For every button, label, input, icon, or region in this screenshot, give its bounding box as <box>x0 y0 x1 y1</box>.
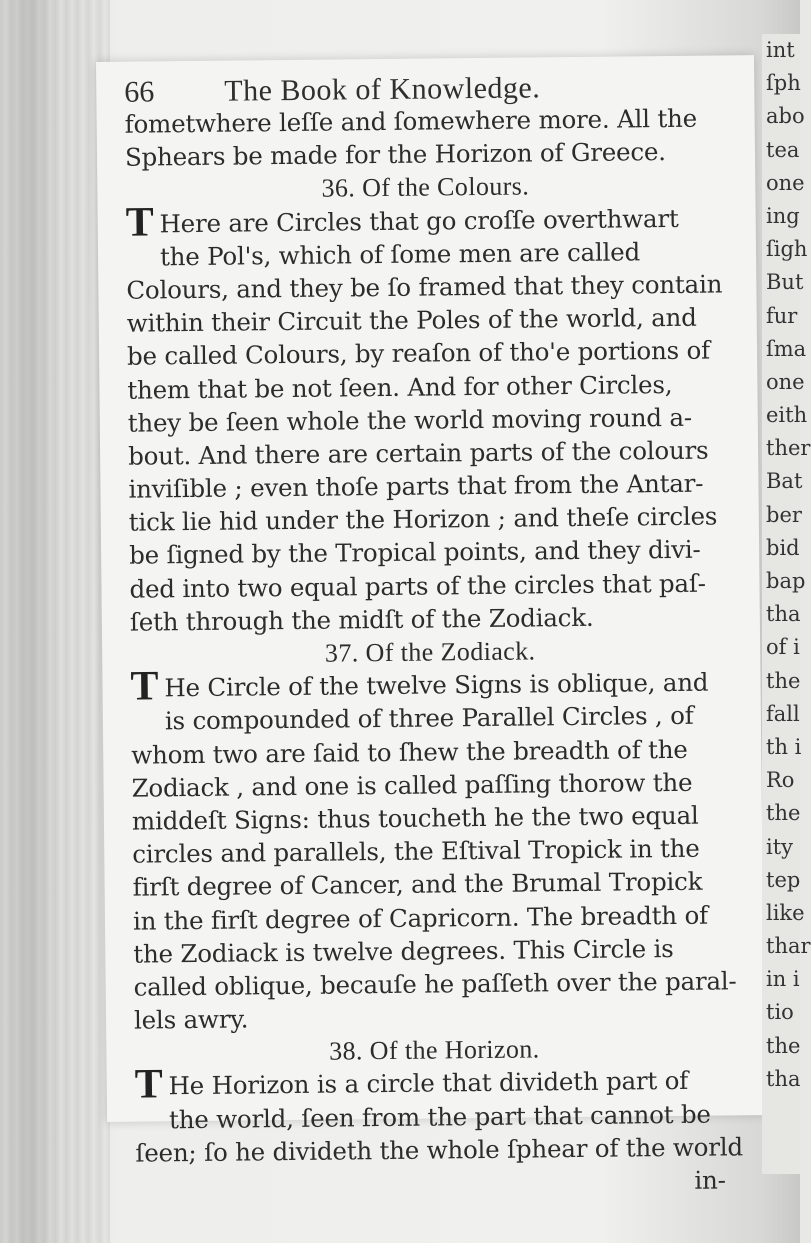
facing-fragment: tha <box>766 1066 801 1091</box>
line-text: they be ſeen whole the world moving round a- <box>127 402 693 438</box>
facing-fragment: tha <box>766 602 801 627</box>
line-text: ſeen; ſo he divideth the whole ſphear of the world <box>135 1132 744 1168</box>
page-text <box>124 69 744 1202</box>
line-text: whom two are ſaid to ſhew the breadth of the <box>131 734 688 770</box>
line-text: bout. And there are certain parts of the colours <box>127 435 709 471</box>
line-text: Sphears be made for the Horizon of Greece. <box>124 137 666 172</box>
facing-fragment: int <box>766 38 795 62</box>
text-lines <box>124 101 744 1202</box>
line-text: 37. Of the Zodiack. <box>324 636 536 668</box>
line-text: within their Circuit the Poles of the world, and <box>126 302 697 338</box>
facing-fragment: ſph <box>766 71 801 96</box>
facing-fragment: like <box>766 900 805 925</box>
line-text: in- <box>694 1165 726 1195</box>
text-line <box>125 135 725 174</box>
facing-fragment: abo <box>766 104 805 129</box>
text-line <box>132 865 732 904</box>
facing-fragment: ther <box>766 436 811 461</box>
facing-fragment: tep <box>766 867 801 892</box>
line-text: He Horizon is a circle that divideth part of <box>168 1066 689 1101</box>
facing-fragment: in i <box>766 967 800 992</box>
facing-fragment: ſma <box>766 336 807 361</box>
line-text: Here are Circles that go croſſe overthwart <box>159 203 679 238</box>
facing-fragment: one <box>766 170 805 195</box>
line-text: 38. Of the Horizon. <box>328 1034 540 1066</box>
text-line <box>135 1130 744 1169</box>
facing-fragment: the <box>766 1033 801 1058</box>
facing-fragment: thar <box>766 934 811 959</box>
facing-fragment: tio <box>766 1000 794 1025</box>
line-text: the Zodiack is twelve degrees. This Circle is <box>133 933 674 969</box>
line-text: them that be not ſeen. And for other Circles, <box>127 369 673 405</box>
line-text: in the firſt degree of Capricorn. The breadth of <box>132 900 709 936</box>
facing-fragment: of i <box>766 635 800 660</box>
line-text: 36. Of the Colours. <box>321 171 530 204</box>
line-text: be ſigned by the Tropical points, and they divi- <box>129 535 701 571</box>
facing-fragment: Bat <box>766 469 803 494</box>
binding-shadow <box>0 0 110 1243</box>
line-text: ſeth through the midſt of the Zodiack. <box>129 602 594 637</box>
line-text: circles and parallels, the Eſtival Tropick in the <box>132 833 700 869</box>
text-line <box>127 334 727 373</box>
line-text: be called Colours, by reaſon of tho'e portions of <box>126 335 711 372</box>
line-text: Colours, and they be ſo framed that they contain <box>126 269 723 305</box>
drop-capital: T <box>125 198 154 246</box>
facing-fragment: ity <box>766 834 794 859</box>
line-text: He Circle of the twelve Signs is oblique, and <box>164 667 709 703</box>
facing-page-fragments <box>762 34 811 1096</box>
facing-fragment: th i <box>766 734 802 759</box>
catchword <box>136 1163 736 1202</box>
book-page <box>96 55 765 1195</box>
facing-fragment: But <box>766 270 804 295</box>
facing-fragment: the <box>766 801 801 826</box>
line-text: the world, ſeen from the part that cannot be <box>168 1099 711 1134</box>
running-title: The Book of Knowledge. <box>224 71 541 108</box>
facing-fragment: ber <box>766 502 802 527</box>
facing-fragment: ſigh <box>766 237 808 262</box>
line-text: the Pol's, which of ſome men are called <box>159 237 641 272</box>
line-text: is compounded of three Parallel Circles , of <box>164 701 694 736</box>
line-text: lels awry. <box>133 1004 249 1035</box>
text-line <box>129 566 729 605</box>
line-text: firſt degree of Cancer, and the Brumal Tropick <box>132 867 703 902</box>
facing-fragment: Ro <box>766 768 795 793</box>
facing-fragment: tea <box>766 137 800 162</box>
line-text: called oblique, becauſe he paſſeth over the paral- <box>133 966 737 1002</box>
line-text: tick lie hid under the Horizon ; and theſe circles <box>128 501 718 537</box>
facing-fragment: one <box>766 369 805 394</box>
facing-fragment: bap <box>766 569 806 593</box>
facing-fragment: ing <box>766 203 800 228</box>
facing-fragment: fur <box>766 303 798 328</box>
facing-fragment: fall <box>766 701 800 726</box>
facing-fragment: the <box>766 668 801 693</box>
facing-page-edge <box>762 34 811 1174</box>
drop-capital: T <box>134 1061 163 1109</box>
text-line <box>131 699 731 738</box>
line-text: fometwhere leſſe and ſomewhere more. All the <box>124 103 698 139</box>
page-number: 66 <box>124 75 155 109</box>
facing-fragment: eith <box>766 403 808 428</box>
drop-capital: T <box>130 663 159 710</box>
facing-fragment: bid <box>766 535 800 560</box>
line-text: middeſt Signs: thus toucheth he the two equal <box>131 800 699 836</box>
text-line <box>133 964 737 1003</box>
line-text: ded into two equal parts of the circles that paſ- <box>129 568 706 604</box>
line-text: inviſible ; even thoſe parts that from the Antar- <box>128 468 704 504</box>
line-text: Zodiack , and one is called paſſing thorow the <box>131 767 693 803</box>
